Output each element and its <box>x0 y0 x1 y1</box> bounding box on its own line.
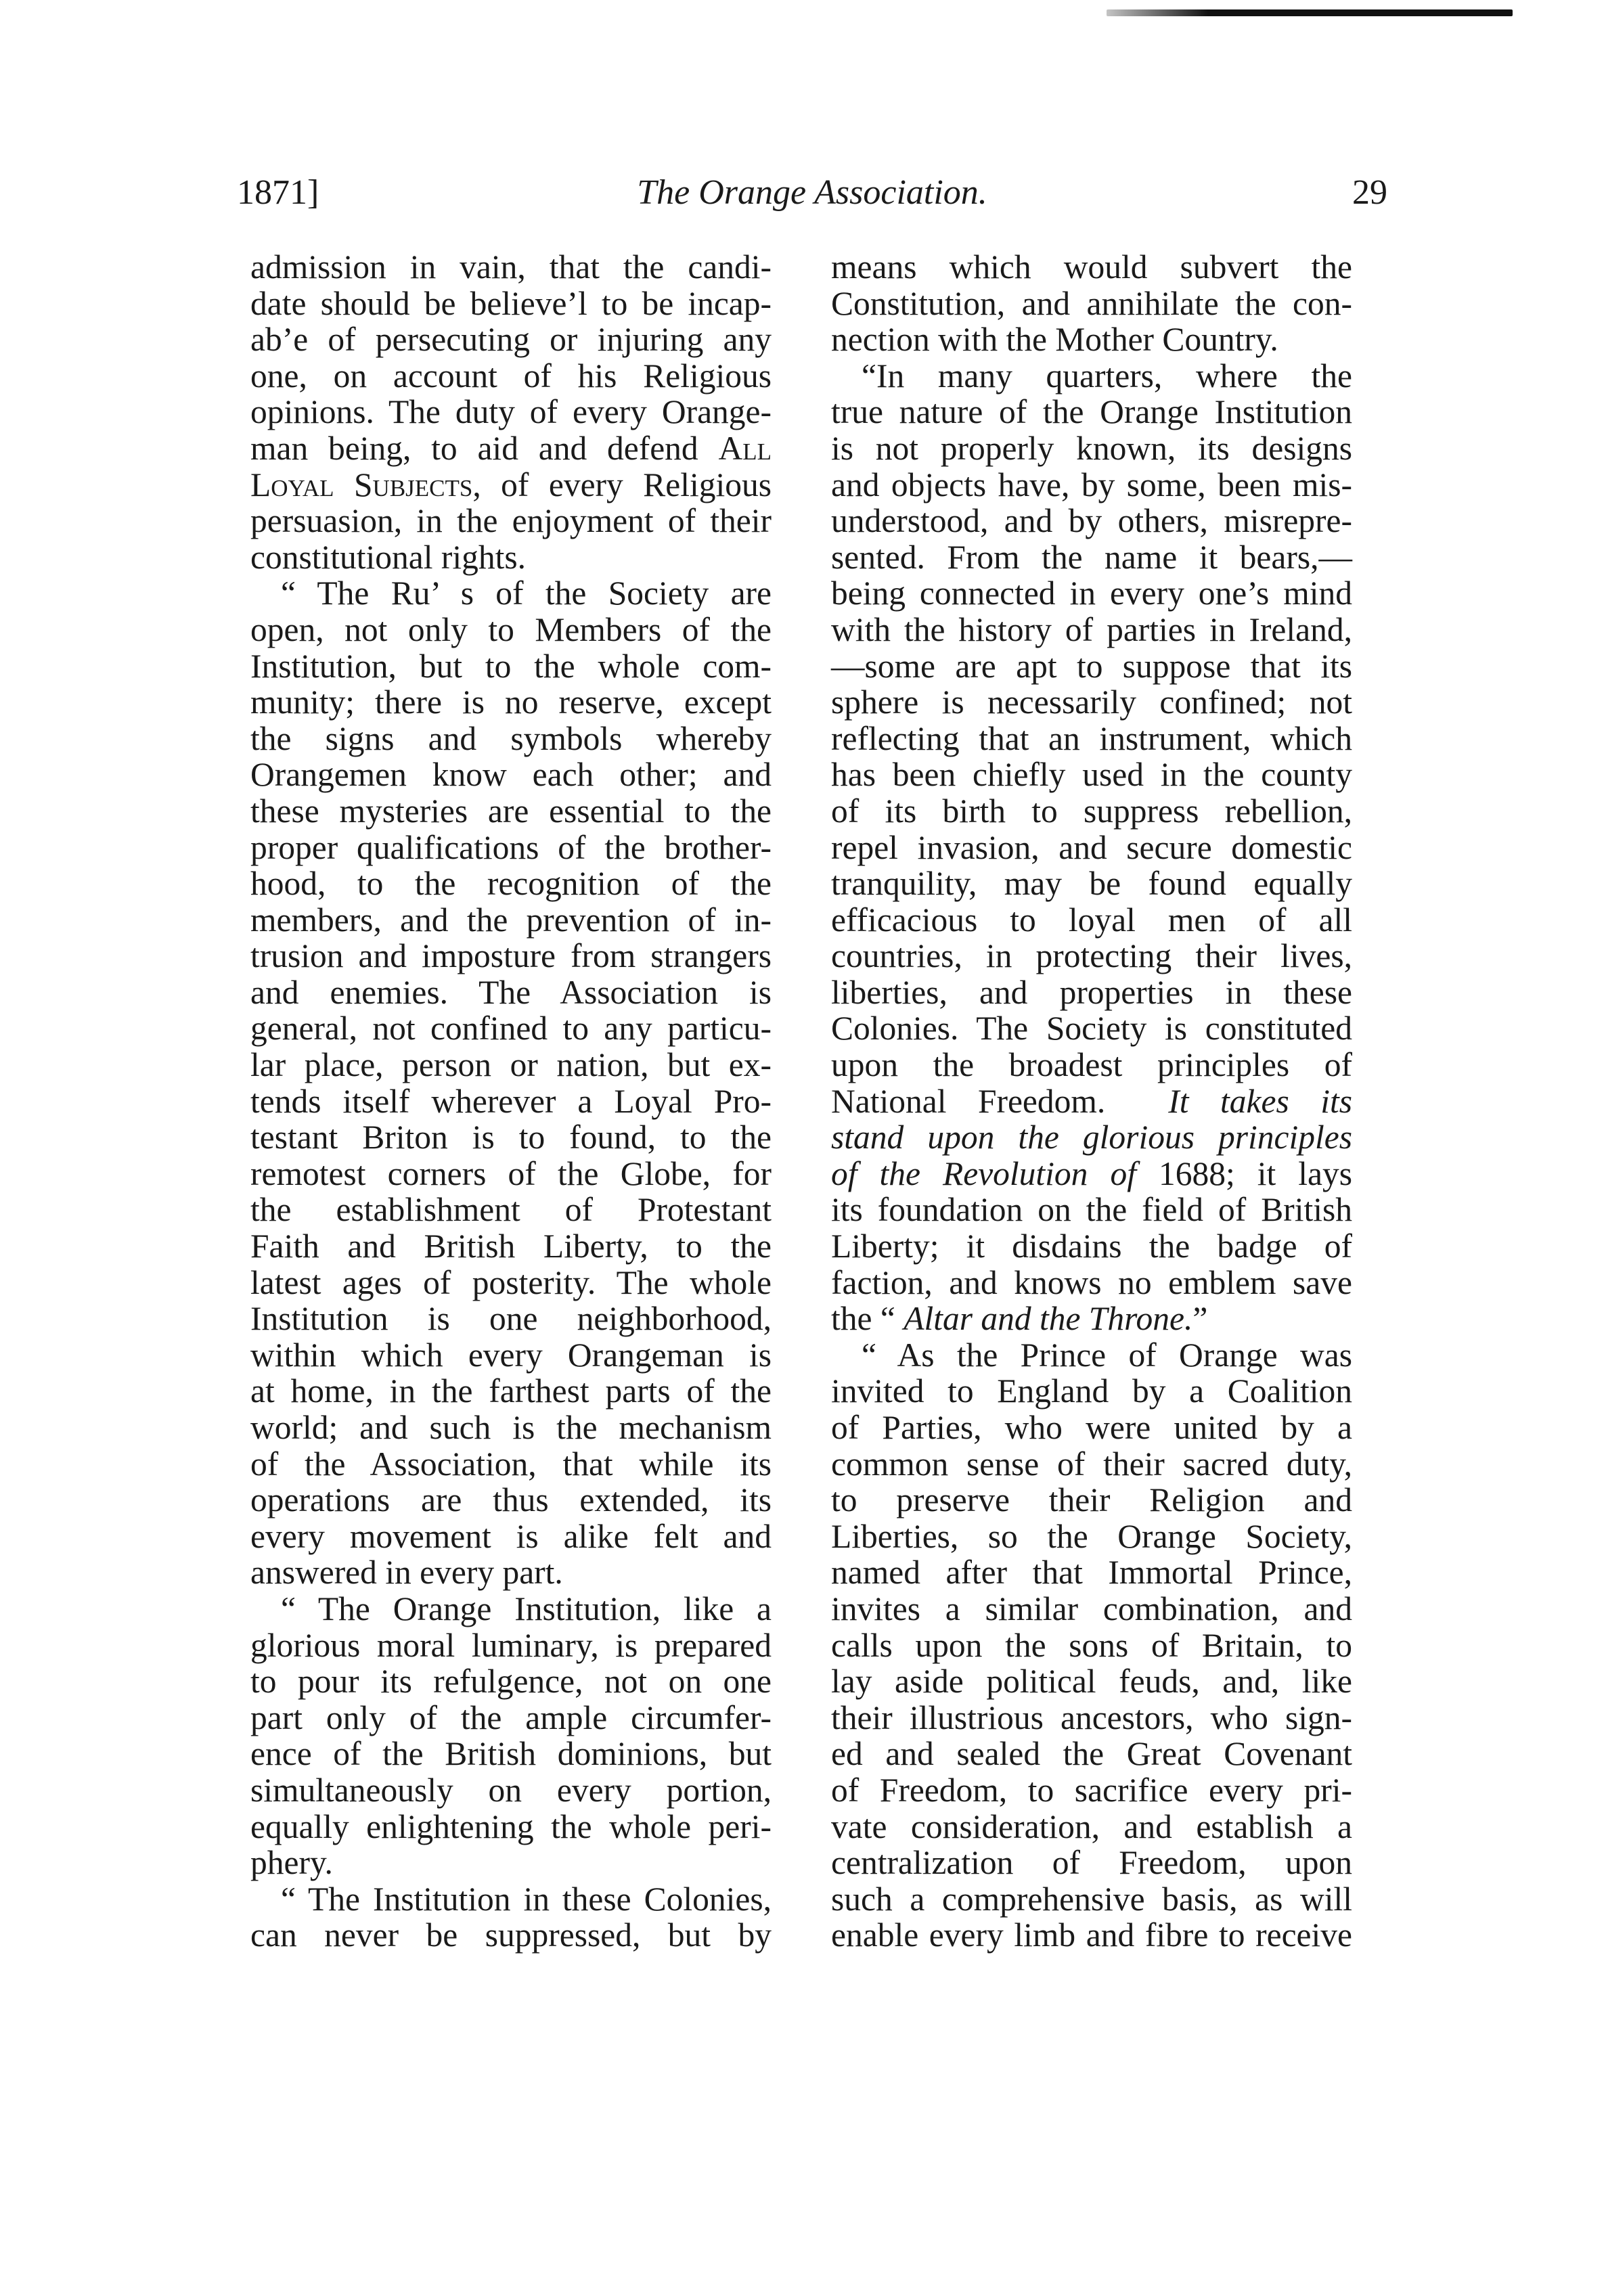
text-line: invites a similar combination, and <box>831 1590 1352 1627</box>
text-line: trusion and imposture from strangers <box>250 937 772 975</box>
text-line: one, on account of his Religious <box>250 357 772 395</box>
text-line: phery. <box>250 1844 333 1882</box>
text-line: enable every limb and fibre to receive <box>831 1916 1352 1954</box>
text-line: remotest corners of the Globe, for <box>250 1154 772 1192</box>
text-line: such a comprehensive basis, as will <box>831 1880 1352 1918</box>
left-column <box>250 249 772 1954</box>
text-line: to pour its refulgence, not on one <box>250 1663 772 1701</box>
text-line: these mysteries are essential to the <box>250 792 772 830</box>
text-line: vate consideration, and establish a <box>831 1807 1352 1845</box>
text-line: their illustrious ancestors, who sign- <box>831 1698 1352 1736</box>
text-line: of the Association, that while its <box>250 1445 772 1483</box>
text-line: calls upon the sons of Britain, to <box>831 1626 1352 1664</box>
text-line: “ The Orange Institution, like a <box>281 1590 772 1627</box>
text-line: hood, to the recognition of the <box>250 865 772 903</box>
text-line: “ The Ru’ s of the Society are <box>281 575 772 612</box>
text-line: reflecting that an instrument, which <box>831 719 1352 757</box>
text-line: —some are apt to suppose that its <box>831 647 1352 685</box>
text-line: tends itself wherever a Loyal Pro- <box>250 1082 772 1120</box>
text-line: Constitution, and annihilate the con- <box>831 284 1352 322</box>
text-line: proper qualifications of the brother- <box>250 828 772 866</box>
text-line <box>831 1083 1352 1120</box>
text-line: opinions. The duty of every Orange- <box>250 393 772 431</box>
text-line: at home, in the farthest parts of the <box>250 1372 772 1410</box>
text-line: man being, to aid and defend All <box>250 429 772 467</box>
text-line: of Freedom, to sacrifice every pri- <box>831 1771 1352 1809</box>
text-line: Institution is one neighborhood, <box>250 1300 772 1338</box>
text-line: of its birth to suppress rebellion, <box>831 792 1352 830</box>
text-line: every movement is alike felt and <box>250 1517 772 1555</box>
text-line <box>831 1156 1352 1192</box>
text-line: part only of the ample circumfer- <box>250 1698 772 1736</box>
text-line: glorious moral luminary, is prepared <box>250 1626 772 1664</box>
text-line: the establishment of Protestant <box>250 1191 772 1229</box>
text-line: testant Briton is to found, to the <box>250 1119 772 1156</box>
italic-run: of the Revolution of <box>831 1154 1136 1192</box>
text-line: world; and such is the mechanism <box>250 1409 772 1446</box>
text-line: the signs and symbols whereby <box>250 719 772 757</box>
text-line: countries, in protecting their lives, <box>831 937 1352 975</box>
text-line: munity; there is no reserve, except <box>250 683 772 721</box>
italic-run: It takes its <box>1168 1082 1352 1120</box>
text-line: its foundation on the field of British <box>831 1191 1352 1229</box>
text-line: sented. From the name it bears,— <box>831 538 1352 576</box>
text-line: has been chiefly used in the county <box>831 756 1352 794</box>
text-line: sphere is necessarily confined; not <box>831 683 1352 721</box>
text-line: is not properly known, its designs <box>831 429 1352 467</box>
text-line: general, not confined to any particu- <box>250 1010 772 1048</box>
text-line: operations are thus extended, its <box>250 1481 772 1519</box>
text-line: of Parties, who were united by a <box>831 1409 1352 1446</box>
text-line: Institution, but to the whole com- <box>250 647 772 685</box>
text-line: Liberties, so the Orange Society, <box>831 1517 1352 1555</box>
top-rule <box>1107 9 1513 16</box>
text-line: common sense of their sacred duty, <box>831 1445 1352 1483</box>
text-line: to preserve their Religion and <box>831 1481 1352 1519</box>
text-line: admission in vain, that the candi- <box>250 248 772 286</box>
text-line: repel invasion, and secure domestic <box>831 828 1352 866</box>
text-line: “In many quarters, where the <box>862 357 1352 395</box>
text-line: efficacious to loyal men of all <box>831 901 1352 939</box>
text-line: faction, and knows no emblem save <box>831 1263 1352 1301</box>
text-line: equally enlightening the whole peri- <box>250 1807 772 1845</box>
text-run: ” <box>1192 1300 1208 1338</box>
text-line: and enemies. The Association is <box>250 973 772 1011</box>
text-line: tranquility, may be found equally <box>831 865 1352 903</box>
text-line: Faith and British Liberty, to the <box>250 1228 772 1265</box>
text-line: centralization of Freedom, upon <box>831 1844 1352 1882</box>
text-line <box>831 1301 1352 1337</box>
running-head <box>237 166 1387 220</box>
text-line: open, not only to Members of the <box>250 610 772 648</box>
right-column <box>831 249 1352 1954</box>
text-line: members, and the prevention of in- <box>250 901 772 939</box>
text-line: understood, and by others, misrepre- <box>831 502 1352 540</box>
text-line: lar place, person or nation, but ex- <box>250 1046 772 1084</box>
text-line: being connected in every one’s mind <box>831 575 1352 612</box>
text-run: the “ <box>831 1300 895 1338</box>
text-line: with the history of parties in Ireland, <box>831 610 1352 648</box>
text-line: persuasion, in the enjoyment of their <box>250 502 772 540</box>
text-line: “ The Institution in these Colonies, <box>281 1880 772 1918</box>
text-line: upon the broadest principles of <box>831 1046 1352 1084</box>
text-line: simultaneously on every portion, <box>250 1771 772 1809</box>
text-line: Loyal Subjects, of every Religious <box>250 466 772 503</box>
text-run: National Freedom. <box>831 1082 1106 1120</box>
page-title: The Orange Association. <box>637 173 987 212</box>
text-line: stand upon the glorious principles <box>831 1119 1352 1156</box>
text-line: ed and sealed the Great Covenant <box>831 1735 1352 1773</box>
text-line: lay aside political feuds, and, like <box>831 1663 1352 1701</box>
text-line: ence of the British dominions, but <box>250 1735 772 1773</box>
text-line: within which every Orangeman is <box>250 1336 772 1374</box>
text-line: date should be believe’l to be incap- <box>250 284 772 322</box>
text-run: 1688; it lays <box>1158 1154 1352 1192</box>
page-number: 29 <box>1352 173 1387 212</box>
text-line: Orangemen know each other; and <box>250 756 772 794</box>
text-line: liberties, and properties in these <box>831 973 1352 1011</box>
text-line: “ As the Prince of Orange was <box>862 1336 1352 1374</box>
text-line: and objects have, by some, been mis- <box>831 466 1352 503</box>
header-year: 1871] <box>237 173 319 212</box>
text-line: means which would subvert the <box>831 248 1352 286</box>
text-line: named after that Immortal Prince, <box>831 1554 1352 1592</box>
text-line: invited to England by a Coalition <box>831 1372 1352 1410</box>
text-line: constitutional rights. <box>250 538 526 576</box>
italic-run: Altar and the Throne. <box>904 1300 1193 1338</box>
text-line: Liberty; it disdains the badge of <box>831 1228 1352 1265</box>
text-line: true nature of the Orange Institution <box>831 393 1352 431</box>
text-line: Colonies. The Society is constituted <box>831 1010 1352 1048</box>
text-line: can never be suppressed, but by <box>250 1916 772 1954</box>
text-line: nection with the Mother Country. <box>831 321 1278 359</box>
text-line: answered in every part. <box>250 1554 563 1592</box>
text-line: ab’e of persecuting or injuring any <box>250 321 772 359</box>
text-line: latest ages of posterity. The whole <box>250 1263 772 1301</box>
